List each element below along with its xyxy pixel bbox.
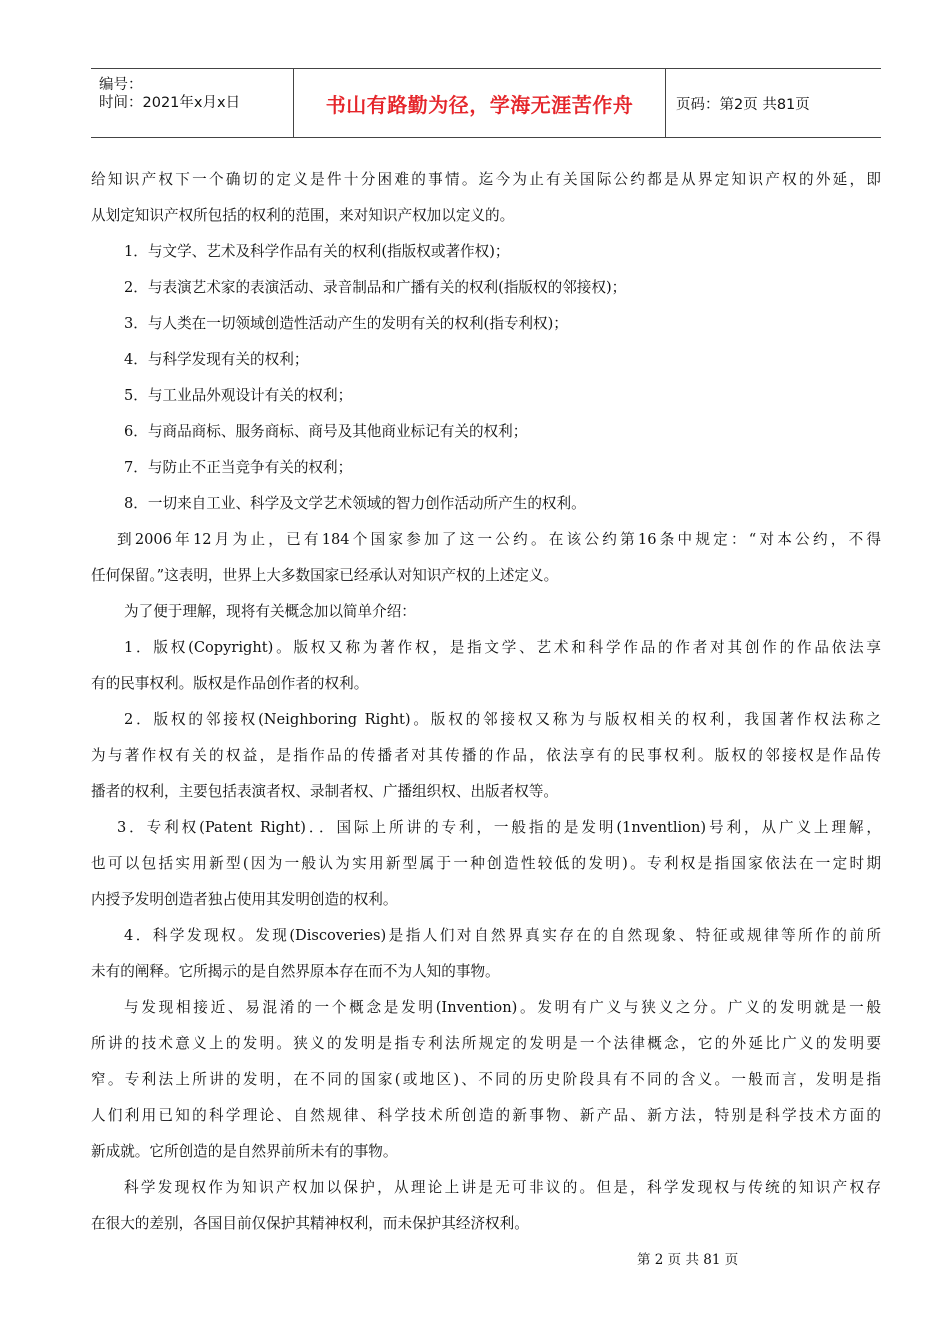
list-item: 8．一切来自工业、科学及文学艺术领域的智力创作活动所产生的权利。 <box>124 495 586 512</box>
body-line: 也可以包括实用新型(因为一般认为实用新型属于一种创造性较低的发明)。专利权是指国家依法在一定时期 <box>91 855 881 872</box>
list-item: 5．与工业品外观设计有关的权利； <box>124 387 353 404</box>
page-footer: 第 2 页 共 81 页 <box>637 1252 739 1268</box>
body-line: 人们利用已知的科学理论、自然规律、科学技术所创造的新事物、新产品、新方法，特别是科学技术方面的 <box>91 1107 881 1124</box>
body-line: 3．专利权(Patent Right)．．国际上所讲的专利，一般指的是发明(1nventlion)号利，从广义上理解， <box>117 819 881 836</box>
body-line: 所讲的技术意义上的发明。狭义的发明是指专利法所规定的发明是一个法律概念，它的外延比广义的发明要 <box>91 1035 881 1052</box>
list-item: 2．与表演艺术家的表演活动、录音制品和广播有关的权利(指版权的邻接权)； <box>124 279 627 296</box>
list-item: 1．与文学、艺术及科学作品有关的权利(指版权或著作权)； <box>124 243 510 260</box>
body-line: 科学发现权作为知识产权加以保护，从理论上讲是无可非议的。但是，科学发现权与传统的知识产权存 <box>124 1179 881 1196</box>
body-line: 播者的权利，主要包括表演者权、录制者权、广播组织权、出版者权等。 <box>91 783 559 800</box>
header-motto-cell <box>293 69 666 137</box>
body-line: 窄。专利法上所讲的发明，在不同的国家(或地区)、不同的历史阶段具有不同的含义。一般而言，发明是指 <box>91 1071 881 1088</box>
body-line: 在很大的差别，各国目前仅保护其精神权利，而未保护其经济权利。 <box>91 1215 529 1232</box>
body-line: 内授予发明创造者独占使用其发明创造的权利。 <box>91 891 398 908</box>
body-line: 1．版权(Copyright)。版权又称为著作权，是指文学、艺术和科学作品的作者对其创作的作品依法享 <box>124 639 881 656</box>
body-line: 2．版权的邻接权(Neighboring Right)。版权的邻接权又称为与版权相关的权利，我国著作权法称之 <box>124 711 881 728</box>
body-line: 4．科学发现权。发现(Discoveries)是指人们对自然界真实存在的自然现象、特征或规律等所作的前所 <box>124 927 881 944</box>
body-line: 有的民事权利。版权是作品创作者的权利。 <box>91 675 369 692</box>
header-motto: 书山有路勤为径，学海无涯苦作舟 <box>325 92 634 117</box>
body-line: 未有的阐释。它所揭示的是自然界原本存在而不为人知的事物。 <box>91 963 500 980</box>
page-header <box>91 68 881 138</box>
body-line: 到2006年12月为止，已有184个国家参加了这一公约。在该公约第16条中规定：“对本公约，不得 <box>117 531 881 548</box>
body-line: 任何保留。”这表明，世界上大多数国家已经承认对知识产权的上述定义。 <box>91 567 559 584</box>
header-meta <box>91 69 293 137</box>
body-line: 为了便于理解，现将有关概念加以简单介绍： <box>124 603 416 620</box>
list-item: 3．与人类在一切领域创造性活动产生的发明有关的权利(指专利权)； <box>124 315 568 332</box>
header-page-cell <box>666 69 881 137</box>
time-label: 时间：2021年x月x日 <box>99 95 241 111</box>
serial-label: 编号： <box>99 77 143 93</box>
body-line: 新成就。它所创造的是自然界前所未有的事物。 <box>91 1143 398 1160</box>
header-page-code: 页码：第2页 共81页 <box>676 96 810 113</box>
body-line: 为与著作权有关的权益，是指作品的传播者对其传播的作品，依法享有的民事权利。版权的邻接权是作品传 <box>91 747 881 764</box>
body-line: 从划定知识产权所包括的权利的范围，来对知识产权加以定义的。 <box>91 207 515 224</box>
body-line: 与发现相接近、易混淆的一个概念是发明(Invention)。发明有广义与狭义之分。广义的发明就是一般 <box>124 999 881 1016</box>
list-item: 7．与防止不正当竞争有关的权利； <box>124 459 353 476</box>
list-item: 6．与商品商标、服务商标、商号及其他商业标记有关的权利； <box>124 423 528 440</box>
list-item: 4．与科学发现有关的权利； <box>124 351 309 368</box>
body-line: 给知识产权下一个确切的定义是件十分困难的事情。迄今为止有关国际公约都是从界定知识产权的外延，即 <box>91 171 881 188</box>
